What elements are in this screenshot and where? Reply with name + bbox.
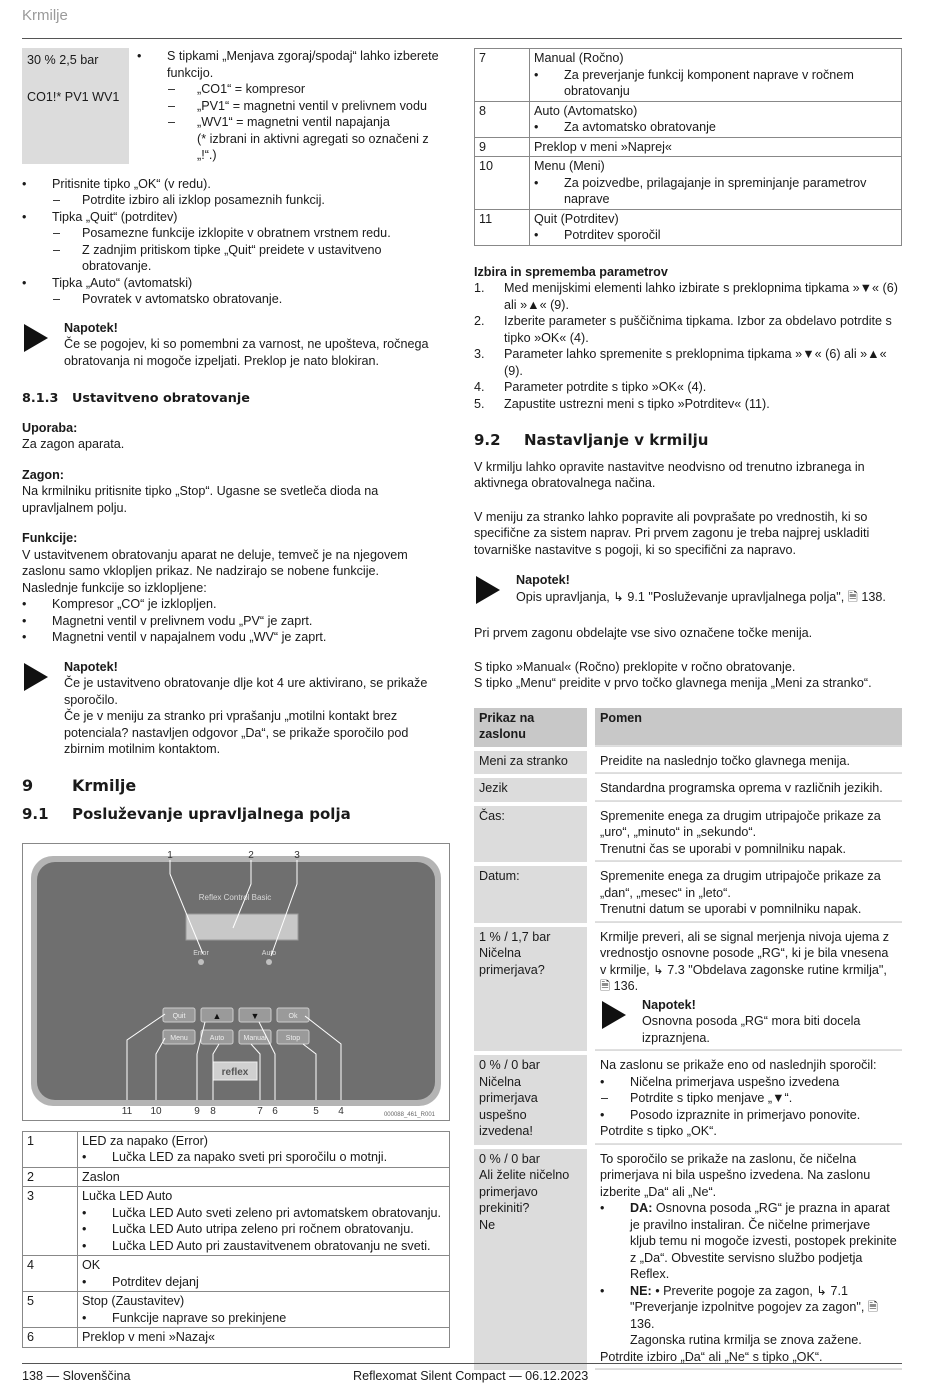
list-item: – Z zadnjim pritiskom tipke „Quit“ preidete v ustavitveno obratovanje. bbox=[22, 242, 450, 275]
note-box bbox=[474, 572, 902, 605]
page-header-title: Krmilje bbox=[22, 7, 68, 24]
list-item: • Ničelna primerjava uspešno izvedena bbox=[600, 1074, 897, 1091]
note-text: Če je v meniju za stranko pri vprašanju „motilni kontakt brez potenciala? nastavljen odgovor „Da“, se prikaže sporočilo pod zbirnim motilnim kontaktom. bbox=[64, 709, 409, 756]
section-heading: 9.1 Posluževanje upravljalnega polja bbox=[22, 805, 351, 823]
list-item: 5. Zapustite ustrezni meni s tipko »Potrditev« (11). bbox=[474, 396, 770, 411]
table-header-row: Prikaz na zaslonu Pomen bbox=[474, 708, 902, 747]
list-item: 2. Izberite parameter s puščičnima tipkama. Izbor za obdelavo potrdite s tipko »OK« (4). bbox=[474, 314, 892, 345]
table-row: Jezik Standardna programska oprema v različnih jezikih. bbox=[474, 778, 902, 802]
note-box: Napotek! Osnovna posoda „RG“ mora biti docela izpraznjena. bbox=[600, 997, 897, 1047]
footer-page-number: 138 — Slovenščina bbox=[22, 1369, 131, 1383]
note-text: Opis upravljanja, ↳ 9.1 "Posluževanje upravljalnega polja", 🗎 138. bbox=[516, 589, 886, 604]
table-row: 2 Zaslon bbox=[23, 1167, 450, 1187]
note-text: Če je ustavitveno obratovanje dlje kot 4 ure aktivirano, se prikaže sporočilo. bbox=[64, 676, 428, 707]
list-item: • Posodo izpraznite in primerjavo ponovite. bbox=[600, 1107, 897, 1124]
list-item: • Potrditev sporočil bbox=[534, 227, 897, 244]
list-item: • Lučka LED za napako sveti pri sporočilu o motnji. bbox=[82, 1149, 445, 1166]
note-arrow-icon bbox=[602, 1001, 626, 1029]
section-heading: 9.2 Nastavljanje v krmilju bbox=[474, 431, 709, 449]
chapter-heading: 9 Krmilje bbox=[22, 775, 137, 795]
note-arrow-icon bbox=[476, 576, 500, 604]
list-item: • Magnetni ventil v napajalnem vodu „WV“ je zaprt. bbox=[22, 629, 450, 646]
right-column bbox=[474, 48, 902, 1374]
auto-button-label: Auto bbox=[209, 1034, 225, 1042]
list-item: • Tipka „Quit“ (potrditev) – Posamezne funkcije izklopite v obratnem vrstnem redu. – Z zadnjim pritiskom tipke „Quit“ preidete v ustavitveno obratovanje. bbox=[22, 209, 450, 275]
list-item: 1. Med menijskimi elementi lahko izbirate s preklopnima tipkama »▼« (6) ali »▲« (9). bbox=[474, 281, 898, 312]
table-row: 9 Preklop v meni »Naprej« bbox=[475, 137, 902, 157]
stop-button-label: Stop bbox=[285, 1034, 301, 1042]
section-heading: 8.1.3 Ustavitveno obratovanje bbox=[22, 391, 250, 406]
list-item: • Magnetni ventil v prelivnem vodu „PV“ je zaprt. bbox=[22, 613, 450, 630]
table-row: Čas: Spremenite enega za drugim utripajoče prikaze za „uro“, „minuto“ in „sekundo“. Trenutni čas se uporabi v pomnilniku napak. bbox=[474, 806, 902, 863]
note-arrow-icon bbox=[24, 324, 48, 352]
paragraph: V meniju za stranko lahko popravite ali povprašate po vrednostih, ki so specifične za sistem naprav. Pri prvem zagonu je treba najprej uskladiti tovarniške nastavitve s pogoji, ki so specifični za napravo. bbox=[474, 509, 870, 557]
legend-table-left bbox=[22, 1131, 450, 1348]
table-row: 3 Lučka LED Auto • Lučka LED Auto sveti zeleno pri avtomatskem obratovanju. • Lučka LED Auto utripa zeleno pri ročnem obratovanju. • Lučka LED Auto pri zaustavitvenem obratovanju ne sveti. bbox=[23, 1187, 450, 1256]
table-row: 10 Menu (Meni) • Za poizvedbe, prilagajanje in spreminjanje parametrov naprave bbox=[475, 157, 902, 210]
table-row: Datum: Spremenite enega za drugim utripajoče prikaze za „dan“, „mesec“ in „leto“. Trenutni datum se uporabi v pomnilniku napak. bbox=[474, 866, 902, 923]
paragraph: S tipko „Menu“ preidite v prvo točko glavnega menija „Meni za stranko“. bbox=[474, 676, 872, 690]
callout-2: 2 bbox=[248, 849, 254, 861]
quit-button-label: Quit bbox=[172, 1012, 186, 1020]
callout-3: 3 bbox=[294, 849, 300, 861]
down-button-label: ▼ bbox=[250, 1010, 260, 1021]
list-item: • Lučka LED Auto pri zaustavitvenem obratovanju ne sveti. bbox=[82, 1238, 445, 1255]
up-button-label: ▲ bbox=[212, 1010, 222, 1021]
panel-brand-title: Reflex Control Basic bbox=[198, 892, 272, 902]
callout-5: 5 bbox=[313, 1105, 319, 1117]
display-example-description bbox=[129, 48, 450, 164]
parameter-table bbox=[474, 704, 902, 1375]
table-row: Meni za stranko Preidite na naslednjo točko glavnega menija. bbox=[474, 751, 902, 775]
display-line-2: CO1!* PV1 WV1 bbox=[27, 89, 120, 104]
legend-table-right bbox=[474, 48, 902, 246]
list-item: • NE: • Preverite pogoje za zagon, ↳ 7.1 "Preverjanje izpolnitve pogojev za zagon", 🗎 136. Zagonska rutina krmilja se znova zažene. bbox=[600, 1283, 897, 1349]
footer-divider bbox=[22, 1363, 902, 1364]
text-funkcije-2: Naslednje funkcije so izklopljene: bbox=[22, 580, 207, 595]
label-funkcije: Funkcije: bbox=[22, 531, 78, 545]
list-item: – „PV1“ = magnetni ventil v prelivnem vodu bbox=[137, 98, 450, 115]
error-led-label: Error bbox=[193, 949, 209, 957]
left-column bbox=[22, 48, 450, 1348]
list-item: – Povratek v avtomatsko obratovanje. bbox=[22, 291, 450, 308]
list-item: 4. Parameter potrdite s tipko »OK« (4). bbox=[474, 380, 707, 394]
reflex-logo-text: reflex bbox=[221, 1066, 249, 1078]
header-divider bbox=[22, 38, 902, 39]
menu-button-label: Menu bbox=[170, 1034, 188, 1042]
text-zagon: Na krmilniku pritisnite tipko „Stop“. Ugasne se svetleča dioda na upravljalnem polju. bbox=[22, 484, 379, 515]
error-led bbox=[198, 959, 204, 965]
figure-code: 000088_461_R001 bbox=[383, 1111, 435, 1118]
table-row: 1 % / 1,7 bar Ničelna primerjava? Krmilje preveri, ali se signal merjenja nivoja ujema z vrednostjo osnovne posode „RG“, ki je bila vnesena v krmilje, ↳ 7.3 "Obdelava zagonske rutine krmilja", 🗎 136. Napotek! Osnovna posoda „RG“ mora biti docela izpraznjena. bbox=[474, 927, 902, 1052]
callout-1: 1 bbox=[167, 849, 173, 861]
table-row: 6 Preklop v meni »Nazaj« bbox=[23, 1328, 450, 1348]
note-box bbox=[22, 320, 450, 370]
list-item: • Lučka LED Auto sveti zeleno pri avtomatskem obratovanju. bbox=[82, 1205, 445, 1222]
list-item: • S tipkami „Menjava zgoraj/spodaj“ lahko izberete funkcijo. bbox=[137, 48, 450, 81]
list-item: • Tipka „Auto“ (avtomatski) – Povratek v avtomatsko obratovanje. bbox=[22, 275, 450, 308]
note-box bbox=[22, 659, 450, 758]
izbira-title: Izbira in sprememba parametrov bbox=[474, 264, 668, 279]
control-panel-figure bbox=[22, 843, 450, 1121]
manual-button-label: Manual bbox=[243, 1034, 267, 1042]
callout-10: 10 bbox=[150, 1105, 162, 1117]
list-item: • Pritisnite tipko „OK“ (v redu). – Potrdite izbiro ali izklop posameznih funkcij. bbox=[22, 176, 450, 209]
paragraph: S tipko »Manual« (Ročno) preklopite v ročno obratovanje. bbox=[474, 659, 796, 674]
paragraph: V krmilju lahko opravite nastavitve neodvisno od trenutno izbranega in aktivnega obratovalnega načina. bbox=[474, 459, 865, 490]
note-text: Če se pogojev, ki so pomembni za varnost, ne upošteva, ročnega obratovanja ni mogoče izpeljati. Preklop je nato blokiran. bbox=[64, 337, 429, 368]
table-row: 11 Quit (Potrditev) • Potrditev sporočil bbox=[475, 209, 902, 245]
izbira-steps bbox=[474, 280, 902, 412]
ok-button-label: Ok bbox=[288, 1012, 298, 1020]
table-row: 5 Stop (Zaustavitev) • Funkcije naprave so prekinjene bbox=[23, 1292, 450, 1328]
table-row: 0 % / 0 bar Ali želite ničelno primerjavo prekiniti? Ne To sporočilo se prikaže na zaslonu, če ničelna primerjava ni bila uspešno izvedena. Na zaslonu izberite „Da“ ali „Ne“. • DA: Osnovna posoda „RG“ je prazna in aparat je pravilno instaliran. Če ničelne primerjave kljub temu ni mogoče izvesti, postopek prekinite z „Da“. Obvestite servisno službo podjetja Reflex. • NE: • Preverite pogoje za zagon, ↳ 7.1 "Preverjanje izpolnitve pogojev za zagon", 🗎 136. Zagonska rutina krmilja se znova zažene. Potrdite izbiro „Da“ ali „Ne“ s tipko „OK“. bbox=[474, 1149, 902, 1371]
table-row: 8 Auto (Avtomatsko) • Za avtomatsko obratovanje bbox=[475, 101, 902, 137]
callout-6: 6 bbox=[272, 1105, 278, 1117]
list-item: – „WV1“ = magnetni ventil napajanja bbox=[137, 114, 450, 131]
callout-11: 11 bbox=[121, 1105, 133, 1117]
list-item: 3. Parameter lahko spremenite s preklopnima tipkama »▼« (6) ali »▲« (9). bbox=[474, 347, 887, 378]
auto-led bbox=[266, 959, 272, 965]
note-title: Napotek! bbox=[64, 659, 118, 674]
note-arrow-icon bbox=[24, 663, 48, 691]
list-item: • Za poizvedbe, prilagajanje in spreminjanje parametrov naprave bbox=[534, 175, 897, 208]
list-item: • Funkcije naprave so prekinjene bbox=[82, 1310, 445, 1327]
callout-4: 4 bbox=[338, 1105, 344, 1117]
table-row: 7 Manual (Ročno) • Za preverjanje funkcij komponent naprave v ročnem obratovanju bbox=[475, 49, 902, 102]
dash-note: (* izbrani in aktivni agregati so označeni z „!“.) bbox=[197, 131, 429, 162]
paragraph: Pri prvem zagonu obdelajte vse sivo označene točke menija. bbox=[474, 626, 813, 640]
note-title: Napotek! bbox=[516, 573, 570, 587]
list-item: – „CO1“ = kompresor bbox=[137, 81, 450, 98]
note-title: Napotek! bbox=[64, 320, 118, 335]
list-item: • Za avtomatsko obratovanje bbox=[534, 119, 897, 136]
callout-9: 9 bbox=[194, 1105, 200, 1117]
text-uporaba: Za zagon aparata. bbox=[22, 437, 125, 451]
display-line-1: 30 % 2,5 bar bbox=[27, 53, 99, 67]
table-row: 1 LED za napako (Error) • Lučka LED za napako sveti pri sporočilu o motnji. bbox=[23, 1131, 450, 1167]
list-item: – Potrdite s tipko menjave „▼“. bbox=[570, 1090, 897, 1107]
list-item: – Potrdite izbiro ali izklop posameznih funkcij. bbox=[22, 192, 450, 209]
display-example-box bbox=[22, 48, 450, 164]
footer-document-info: Reflexomat Silent Compact — 06.12.2023 bbox=[353, 1369, 589, 1383]
list-item: – Posamezne funkcije izklopite v obratnem vrstnem redu. bbox=[22, 225, 450, 242]
callout-8: 8 bbox=[210, 1105, 216, 1117]
list-item: • Potrditev dejanj bbox=[82, 1274, 445, 1291]
auto-led-label: Auto bbox=[261, 949, 277, 957]
list-item: • Kompresor „CO“ je izklopljen. bbox=[22, 596, 450, 613]
list-item: • Za preverjanje funkcij komponent naprave v ročnem obratovanju bbox=[534, 67, 897, 100]
text-funkcije: V ustavitvenem obratovanju aparat ne deluje, temveč je na njegovem zaslonu samo vklopljen prikaz. Ne nadzirajo se nobene funkcije. bbox=[22, 547, 408, 578]
list-item: • DA: Osnovna posoda „RG“ je prazna in aparat je pravilno instaliran. Če ničelne primerjave kljub temu ni mogoče izvesti, postopek prekinite z „Da“. Obvestite servisno službo podjetja Reflex. bbox=[600, 1200, 897, 1283]
label-zagon: Zagon: bbox=[22, 467, 64, 482]
display-example-gray bbox=[22, 48, 129, 164]
label-uporaba: Uporaba: bbox=[22, 420, 78, 435]
table-row: 4 OK • Potrditev dejanj bbox=[23, 1256, 450, 1292]
callout-7: 7 bbox=[257, 1105, 263, 1117]
table-row: 0 % / 0 bar Ničelna primerjava uspešno izvedena! Na zaslonu se prikaže eno od naslednjih sporočil: • Ničelna primerjava uspešno izvedena – Potrdite s tipko menjave „▼“. • Posodo izpraznite in primerjavo ponovite. Potrdite s tipko „OK“. bbox=[474, 1055, 902, 1145]
list-item: • Lučka LED Auto utripa zeleno pri ročnem obratovanju. bbox=[82, 1221, 445, 1238]
